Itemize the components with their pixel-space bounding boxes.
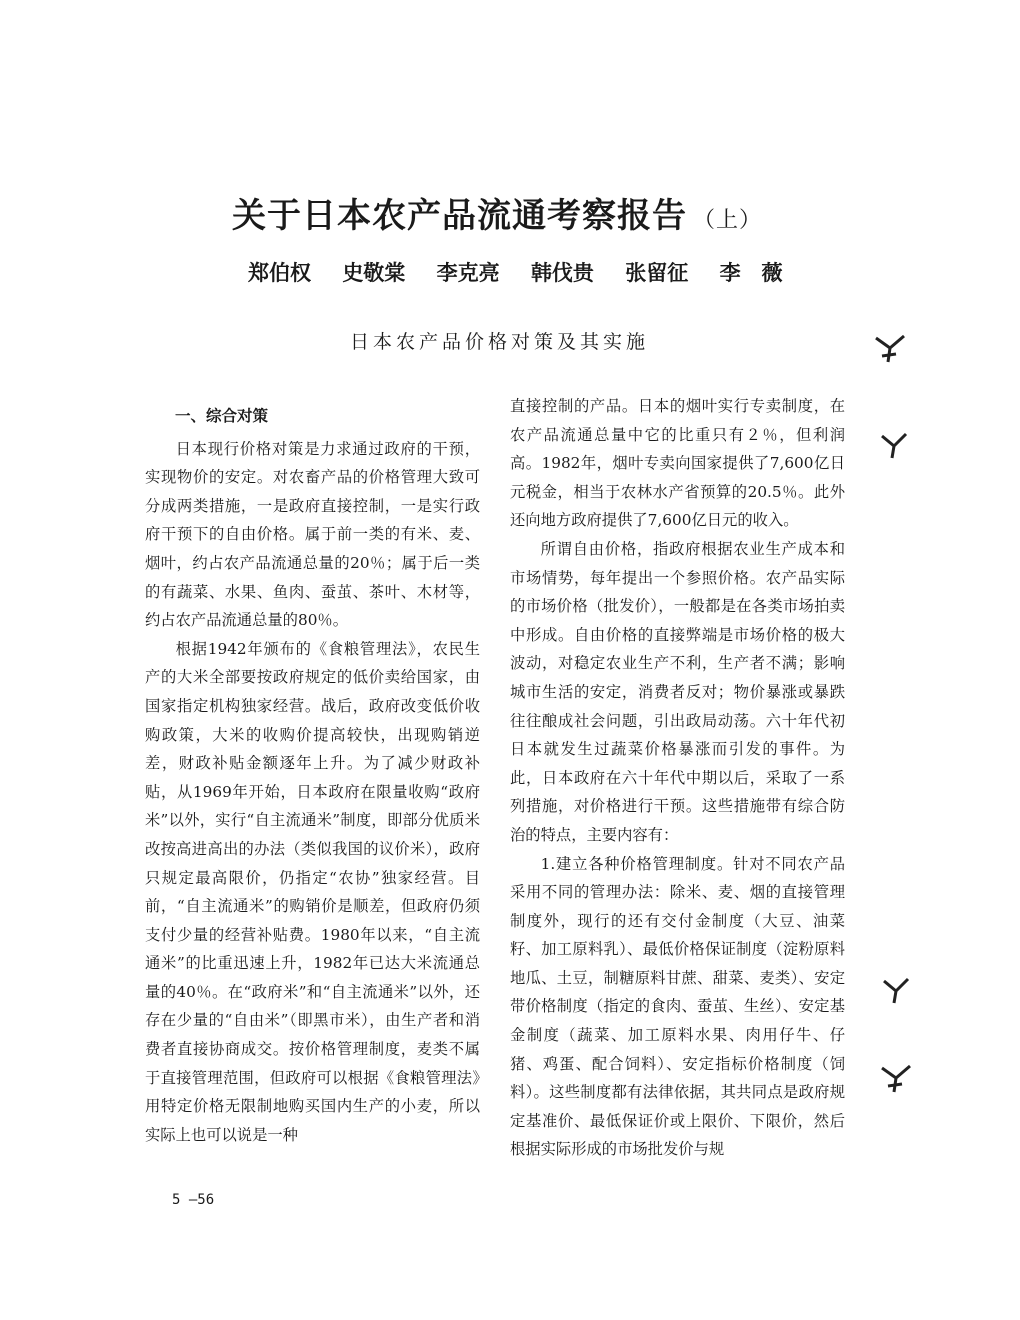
article-title <box>232 188 792 237</box>
author: 史敬棠 <box>342 260 406 285</box>
paragraph: 直接控制的产品。日本的烟叶实行专卖制度，在农产品流通总量中它的比重只有２％，但利润高。1982年，烟叶专卖向国家提供了7,600亿日元税金，相当于农林水产省预算的20.5％。此外还向地方政府提供了7,600亿日元的收入。 <box>510 397 845 530</box>
binding-mark-icon <box>878 1060 914 1096</box>
binding-mark-icon <box>872 330 908 366</box>
author: 李 薇 <box>719 260 783 285</box>
author: 韩伐贵 <box>530 260 594 285</box>
right-column <box>510 392 845 1164</box>
author-list <box>248 257 783 287</box>
binding-mark-icon <box>878 430 910 462</box>
section-subtitle: 日本农产品价格对策及其实施 <box>350 331 650 353</box>
section-heading: 一、综合对策 <box>175 406 269 425</box>
title-suffix: （上） <box>693 208 763 233</box>
paragraph: 根据1942年颁布的《食粮管理法》，农民生产的大米全部要按政府规定的低价卖给国家，由国家指定机构独家经营。战后，政府改变低价收购政策，大米的收购价提高较快，出现购销逆差，财政补贴金额逐年上升。为了减少财政补贴，从1969年开始，日本政府在限量收购“政府米”以外，实行“自主流通米”制度，即部分优质米改按高进高出的办法（类似我国的议价米），政府只规定最高限价，仍指定“农协”独家经营。目前，“自主流通米”的购销价是顺差，但政府仍须支付少量的经营补贴费。1980年以来，“自主流通米”的比重迅速上升，1982年已达大米流通总量的40％。在“政府米”和“自主流通米”以外，还存在少量的“自由米”（即黑市米），由生产者和消费者直接协商成交。按价格管理制度，麦类不属于直接管理范围，但政府可以根据《食粮管理法》用特定价格无限制地购买国内生产的小麦，所以实际上也可以说是一种 <box>145 639 480 1144</box>
author: 李克亮 <box>436 260 500 285</box>
author: 张留征 <box>625 260 689 285</box>
binding-mark-icon <box>880 975 912 1007</box>
author: 郑伯权 <box>248 260 311 285</box>
title-text: 关于日本农产品流通考察报告 <box>232 196 687 236</box>
paragraph: 1.建立各种价格管理制度。针对不同农产品采用不同的管理办法：除米、麦、烟的直接管理制度外，现行的还有交付金制度（大豆、油菜籽、加工原料乳）、最低价格保证制度（淀粉原料地瓜、土豆，制糖原料甘蔗、甜菜、麦类）、安定带价格制度（指定的食肉、蚕茧、生丝）、安定基金制度（蔬菜、加工原料水果、肉用仔牛、仔猪、鸡蛋、配合饲料）、安定指标价格制度（饲料）。这些制度都有法律依据，其共同点是政府规定基准价、最低保证价或上限价、下限价，然后根据实际形成的市场批发价与规 <box>510 854 845 1159</box>
left-column <box>145 392 480 1149</box>
page-number: 5 —56 <box>172 1192 215 1208</box>
paragraph: 所谓自由价格，指政府根据农业生产成本和市场情势，每年提出一个参照价格。农产品实际的市场价格（批发价），一般都是在各类市场拍卖中形成。自由价格的直接弊端是市场价格的极大波动，对稳定农业生产不利，生产者不满；影响城市生活的安定，消费者反对；物价暴涨或暴跌往往酿成社会问题，引出政局动荡。六十年代初日本就发生过蔬菜价格暴涨而引发的事件。为此，日本政府在六十年代中期以后，采取了一系列措施，对价格进行干预。这些措施带有综合防治的特点，主要内容有： <box>510 539 845 844</box>
paragraph: 日本现行价格对策是力求通过政府的干预，实现物价的安定。对农畜产品的价格管理大致可分成两类措施，一是政府直接控制，一是实行政府干预下的自由价格。属于前一类的有米、麦、烟叶，约占农产品流通总量的20％；属于后一类的有蔬菜、水果、鱼肉、蚕茧、茶叶、木材等，约占农产品流通总量的80％。 <box>145 439 480 630</box>
